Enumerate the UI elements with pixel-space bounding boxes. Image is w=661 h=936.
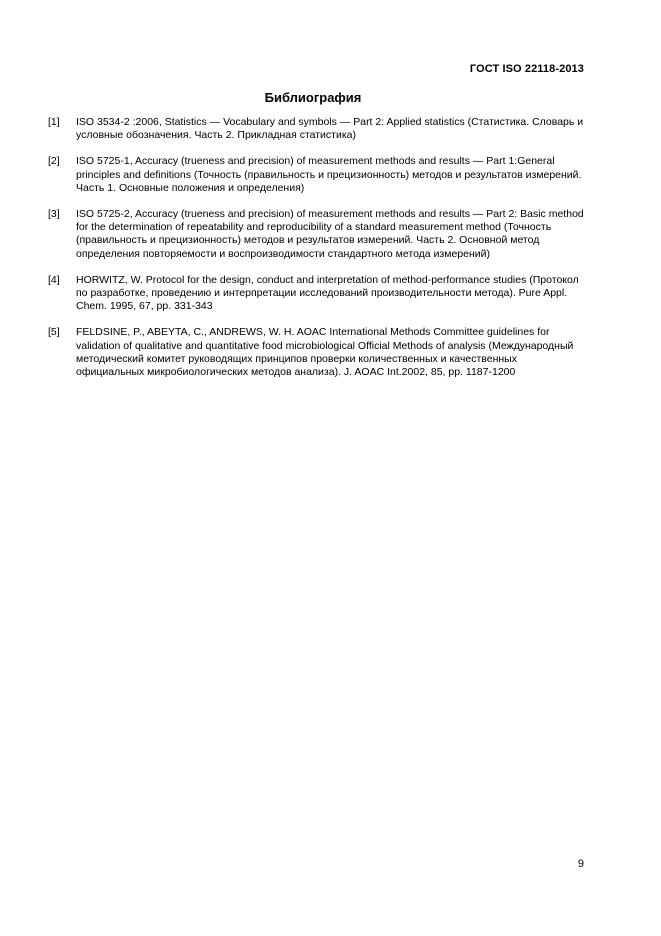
bibliography-entry-number: [1] [48, 116, 60, 128]
page-number: 9 [577, 858, 584, 870]
bibliography-list [48, 116, 588, 392]
bibliography-entry-text: HORWITZ, W. Protocol for the design, conduct and interpretation of method-performance studies (Протокол по разработке, проведению и интерпретации исследований производительности метода). Pure Appl. Chem. 1995, 67, pp. 331-343 [76, 273, 579, 313]
bibliography-entry-text: ISO 5725-2, Accuracy (trueness and precision) of measurement methods and results — Part 2: Basic method for the determination of repeatability and reproducibility of a standard measurement method (Точность (правильность и прецизионность) методов и результатов измерений. Часть 2. Основной метод определения повторяемости и воспроизводимости стандартного метода измерений) [76, 208, 584, 260]
bibliography-entry-number: [2] [48, 155, 60, 168]
bibliography-entry-1 [48, 116, 588, 142]
bibliography-entry-number: [5] [48, 326, 60, 339]
bibliography-entry-text: ISO 3534-2 :2006, Statistics — Vocabulary and symbols — Part 2: Applied statistics (Статистика. Словарь и условные обозначения. Часть 2. Прикладная статистика) [76, 116, 584, 142]
bibliography-entry-number: [3] [48, 208, 60, 221]
bibliography-entry-2 [48, 155, 588, 195]
bibliography-entry-number: [4] [48, 273, 60, 286]
bibliography-entry-5 [48, 326, 588, 379]
bibliography-entry-text: ISO 5725-1, Accuracy (trueness and precision) of measurement methods and results — Part 1:General principles and definitions (Точность (правильность и прецизионность) методов и результатов измерений. Часть 1. Основные положения и определения) [76, 155, 582, 194]
bibliography-entry-3 [48, 208, 588, 261]
document-standard-id: ГОСТ ISO 22118-2013 [469, 63, 584, 75]
page-title: Библиография [264, 90, 362, 105]
bibliography-entry-4 [48, 274, 588, 314]
bibliography-entry-text: FELDSINE, P., ABEYTA, C., ANDREWS, W. H. AOAC International Methods Committee guidelines for validation of qualitative and quantitative food microbiological Official Methods of analysis (Международный методический комитет руководящих принципов проверки количественных и качественных официальных микробиологических методов анализа). J. AOAC Int.2002, 85, pp. 1187-1200 [76, 326, 574, 379]
